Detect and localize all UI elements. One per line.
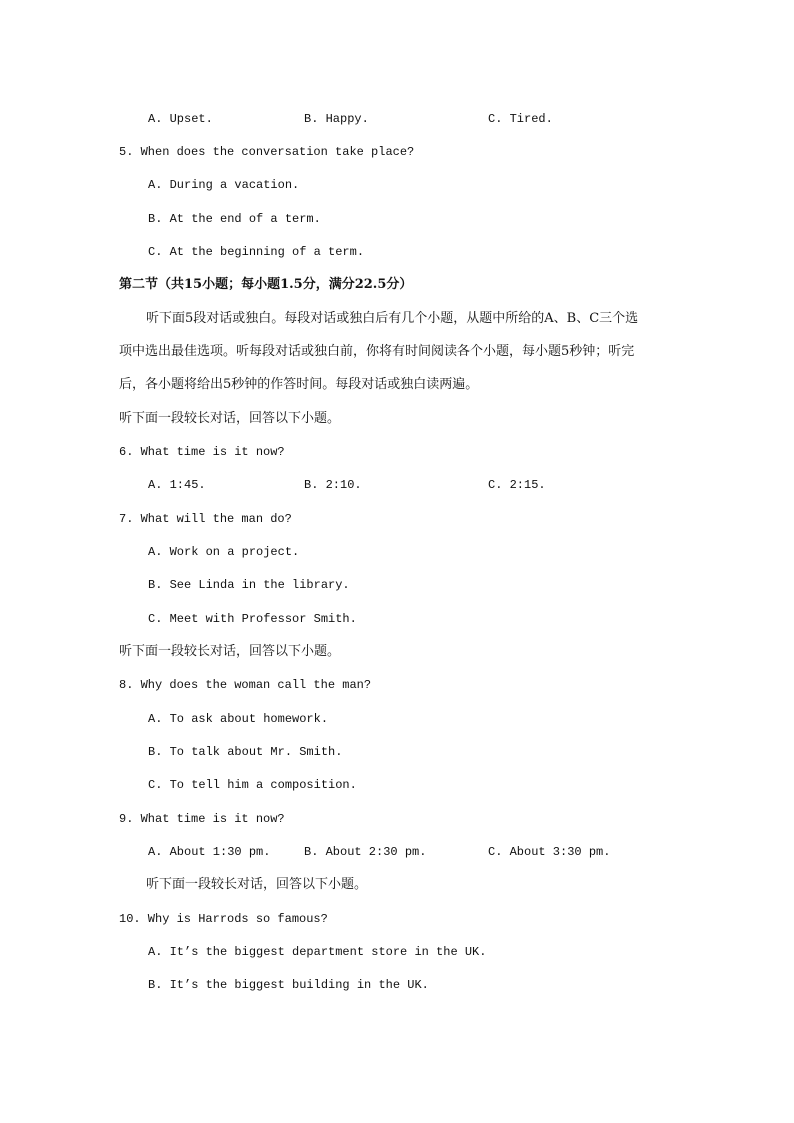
q9-option-a: A. About 1:30 pm. <box>148 845 271 859</box>
section-heading: 第二节（共15小题；每小题1.5分，满分22.5分） <box>119 277 413 292</box>
q8-option-b: B. To talk about Mr. Smith. <box>148 745 343 759</box>
instruction-line-2: 项中选出最佳选项。听每段对话或独白前，你将有时间阅读各个小题，每小题5秒钟；听完 <box>119 344 635 359</box>
q4-option-b: B. Happy. <box>304 112 369 126</box>
q7-option-a: A. Work on a project. <box>148 545 300 559</box>
q10-option-b: B. It’s the biggest building in the UK. <box>148 978 429 992</box>
q4-option-a: A. Upset. <box>148 112 213 126</box>
q5-option-b: B. At the end of a term. <box>148 212 321 226</box>
q5-option-a: A. During a vacation. <box>148 178 300 192</box>
q7-option-c: C. Meet with Professor Smith. <box>148 612 357 626</box>
dialogue-intro: 听下面一段较长对话，回答以下小题。 <box>119 411 341 426</box>
q6-question: 6. What time is it now? <box>119 445 285 459</box>
q10-option-a: A. It’s the biggest department store in the UK. <box>148 945 487 959</box>
dialogue-intro: 听下面一段较长对话，回答以下小题。 <box>119 644 341 659</box>
q9-option-b: B. About 2:30 pm. <box>304 845 427 859</box>
q5-option-c: C. At the beginning of a term. <box>148 245 365 259</box>
q10-question: 10. Why is Harrods so famous? <box>119 912 328 926</box>
q6-option-a: A. 1:45. <box>148 478 206 492</box>
q8-option-c: C. To tell him a composition. <box>148 778 357 792</box>
instruction-line-3: 后，各小题将给出5秒钟的作答时间。每段对话或独白读两遍。 <box>119 377 479 392</box>
q6-option-b: B. 2:10. <box>304 478 362 492</box>
q8-option-a: A. To ask about homework. <box>148 712 329 726</box>
dialogue-intro: 听下面一段较长对话，回答以下小题。 <box>146 877 368 892</box>
q4-option-c: C. Tired. <box>488 112 553 126</box>
q6-option-c: C. 2:15. <box>488 478 546 492</box>
instruction-line-1: 听下面5段对话或独白。每段对话或独白后有几个小题，从题中所给的A、B、C三个选 <box>146 311 639 326</box>
q9-option-c: C. About 3:30 pm. <box>488 845 611 859</box>
q9-question: 9. What time is it now? <box>119 812 285 826</box>
q8-question: 8. Why does the woman call the man? <box>119 678 372 692</box>
q7-option-b: B. See Linda in the library. <box>148 578 350 592</box>
q7-question: 7. What will the man do? <box>119 512 292 526</box>
q5-question: 5. When does the conversation take place? <box>119 145 415 159</box>
